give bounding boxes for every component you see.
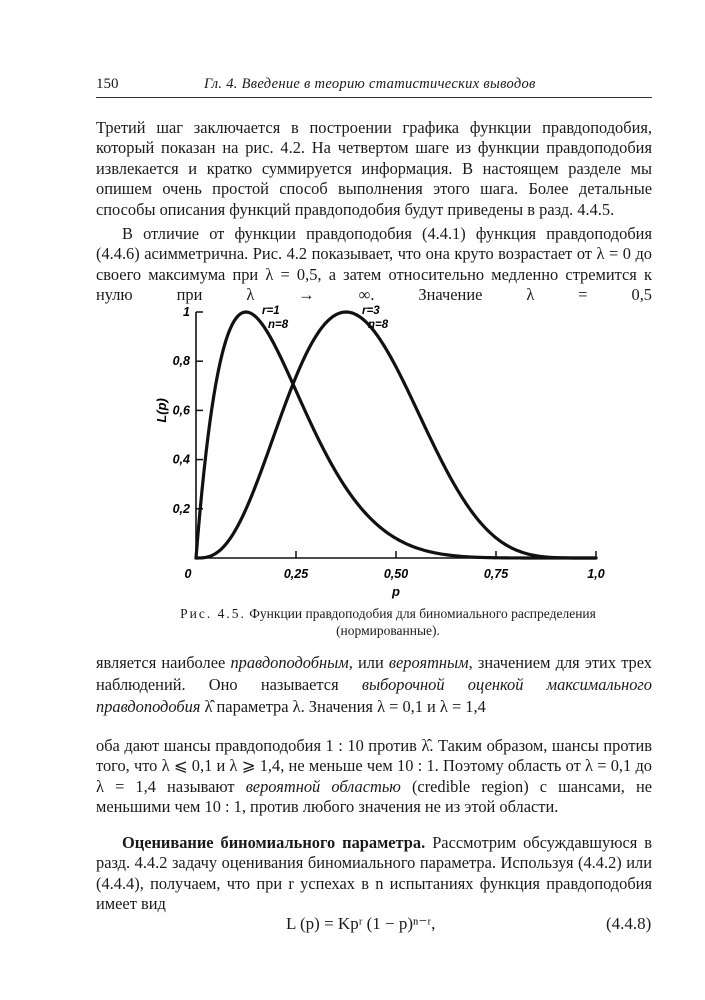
likelihood-chart <box>140 300 620 605</box>
text-run: (credible region) с шансами, не меньшими чем 10 : 1, против любого значения не из этой области. <box>96 776 653 817</box>
paragraph-2: В отличие от функции правдоподобия (4.4.1) функция правдоподобия (4.4.6) асимметрична. Рис. 4.2 показывает, что она круто возрастает от λ = 0 до своего максимума при λ = 0,5, а затем относительно медленно стремится к нулю при λ → ∞. Значение λ = 0,5 <box>96 224 652 305</box>
figure-caption <box>128 605 648 639</box>
likelihood-curve-r3 <box>196 312 596 558</box>
series-label-r: r=3 <box>362 305 380 317</box>
equation-formula: L (p) = Kpʳ (1 − p)ⁿ⁻ʳ, <box>286 914 436 933</box>
text-run: , значением для этих трех наблюдений. Оно называется <box>96 653 653 694</box>
caption-text: Функции правдоподобия для биномиального распределения (нормированные). <box>245 606 596 638</box>
header-rule <box>96 97 652 98</box>
paragraph-1: Третий шаг заключается в построении графика функции правдоподобия, который показан на рис. 4.2. На четвертом шаге из функции правдоподобия извлекается и кратко суммируется информация. В настоящем разделе мы опишем очень простой способ выполнения этого шага. Более детальные способы описания функций правдоподобия будут приведены в разд. 4.4.5. <box>96 118 652 219</box>
term-probable: вероятным <box>388 653 469 672</box>
term-mle: выборочной оценкой максимального правдоподобия <box>96 675 652 716</box>
y-tick-label: 0,6 <box>172 403 190 418</box>
section-heading: Оценивание биномиального параметра. <box>122 833 426 852</box>
x-tick-label: 0,50 <box>383 567 409 581</box>
y-tick-label: 0,8 <box>172 354 190 369</box>
x-tick-label: 1,0 <box>587 567 605 581</box>
paragraph-3 <box>96 652 652 718</box>
y-tick-label: 0,4 <box>172 452 190 467</box>
text-run: , или <box>348 653 389 672</box>
running-title: Гл. 4. Введение в теорию статистических выводов <box>204 76 536 92</box>
text-run: оба дают шансы правдоподобия 1 : 10 против λ̂. Таким образом, шансы против того, что λ ⩽ 0,1 и λ ⩾ 1,4, не меньше чем 10 : 1. Поэтому область от λ = 0,1 до λ = 1,4 называют <box>96 736 652 796</box>
page-number: 150 <box>96 76 119 92</box>
equation-number: (4.4.8) <box>606 914 652 933</box>
text-run: Рассмотрим обсуждавшуюся в разд. 4.4.2 задачу оценивания биномиального параметра. Используя (4.4.2) или (4.4.4), получаем, что при r успехах в n испытаниях функция правдоподобия имеет вид <box>96 833 652 914</box>
y-axis-label: L(p) <box>154 398 169 423</box>
series-label-r: r=1 <box>262 305 280 317</box>
term-credible-region: вероятной областью <box>245 776 401 796</box>
y-tick-label: 1 <box>183 305 190 319</box>
x-axis-label: p <box>392 584 400 599</box>
caption-label: Рис. 4.5. <box>180 606 246 621</box>
paragraph-4 <box>96 736 652 818</box>
likelihood-curve-r1 <box>196 312 596 558</box>
y-tick-label: 0,2 <box>172 501 190 516</box>
chart-axes <box>196 312 596 558</box>
x-tick-label: 0,25 <box>283 567 309 581</box>
text-run: λ̂ параметра λ. Значения λ = 0,1 и λ = 1,4 <box>200 697 486 716</box>
series-label-n: n=8 <box>268 319 289 331</box>
x-tick-label: 0,75 <box>483 567 509 581</box>
x-tick-label: 0 <box>184 567 192 581</box>
series-label-n: n=8 <box>368 319 389 331</box>
text-run: является наиболее <box>96 653 231 672</box>
paragraph-5 <box>96 833 652 915</box>
term-most-likely: правдоподобным <box>230 653 349 672</box>
